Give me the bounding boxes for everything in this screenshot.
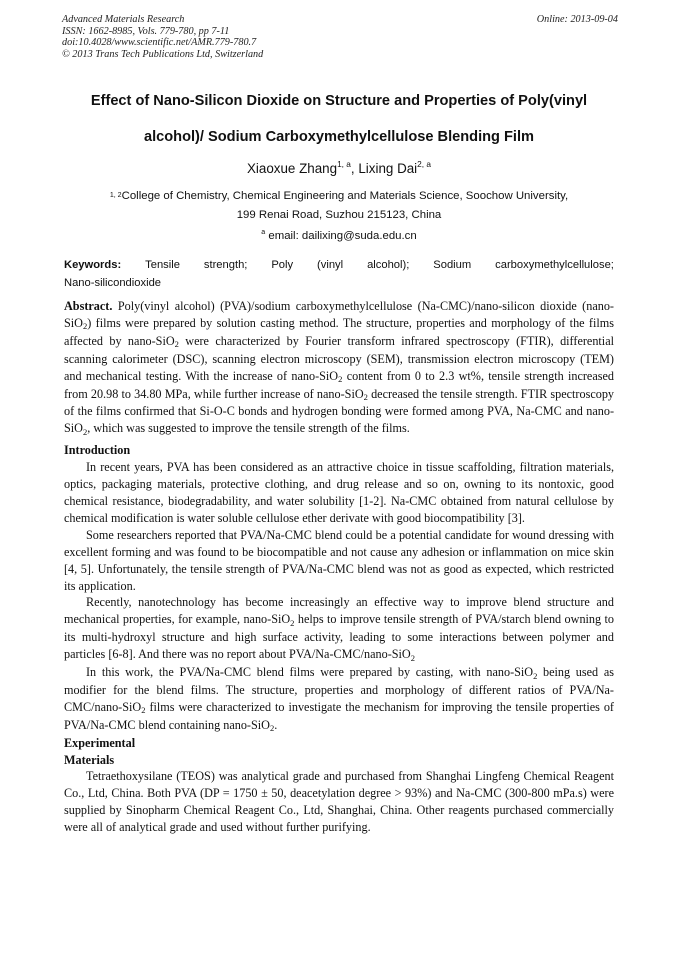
affiliation-line-1: College of Chemistry, Chemical Engineering and Materials Science, Soochow University, [121, 190, 569, 202]
keyword-word: (vinyl [317, 259, 344, 271]
keywords-line-2: Nano-silicondioxide [64, 277, 162, 289]
author-name: Lixing Dai [358, 161, 418, 176]
body-text [64, 298, 614, 836]
experimental-heading: Experimental [64, 735, 136, 750]
email-line [0, 230, 678, 242]
intro-paragraph-3: Recently, nanotechnology has become increasingly an effective way to improve blend structure and mechanical properties, for example, nano-SiO$_2$ helps to improve tensile strength of PVA/starch blend owning to its multi-hydroxyl structure and high surface activity, leading to some interactions between polymer and particles [6-8]. And there was no report about PVA/Na-CMC/nano-SiO$_2$ [64, 595, 614, 663]
intro-paragraph-1: In recent years, PVA has been considered as an attractive choice in tissue scaffolding, filtration materials, optics, packaging materials, protective clothing, and drug release and so on, owning to its nontoxic, good chemical resistance, biodegradability, and water solubility [1-2]. Na-CMC obtained from natural cellulose by chemical modification is water soluble cellulose ether derivate with good biocompatibility [3]. [64, 460, 614, 525]
email-text: email: dailixing@suda.edu.cn [265, 230, 417, 242]
affiliation-superscript: 1, 2 [109, 191, 122, 199]
keywords [64, 256, 614, 292]
author-name: Xiaoxue Zhang [246, 161, 338, 176]
keyword-word: Tensile [145, 259, 180, 271]
paper-title-line-2: alcohol)/ Sodium Carboxymethylcellulose Blending Film [143, 129, 535, 145]
materials-paragraph: Tetraethoxysilane (TEOS) was analytical grade and purchased from Shanghai Lingfeng Chemical Reagent Co., Ltd, China. Both PVA (DP = 1750 ± 50, deacetylation degree > 93%) and Na-CMC (300-800 mPa.s) were supplied by Sinopharm Chemical Reagent Co., Ltd, Shanghai, China. Other reagents purchased commercially were all of analytical grade and used without further purifying. [64, 769, 614, 835]
affiliation-line-2: 199 Renai Road, Suzhou 215123, China [236, 209, 442, 221]
issn-line: ISSN: 1662-8985, Vols. 779-780, pp 7-11 [62, 25, 230, 37]
journal-name: Advanced Materials Research [62, 14, 185, 25]
journal-header [62, 14, 618, 60]
abstract-label: Abstract. [64, 299, 113, 313]
abstract-paragraph: Abstract. Poly(vinyl alcohol) (PVA)/sodium carboxymethylcellulose (Na-CMC)/nano-silicon dioxide (nano-SiO$_2$) films were prepared by solution casting method. The structure, properties and morphology of the films affected by nano-SiO$_2$ were characterized by Fourier transform infrared spectroscopy (FTIR), differential scanning calorimeter (DSC), scanning electron microscopy (SEM), transmission electron microscopy (TEM) and mechanical testing. With the increase of nano-SiO$_2$ content from 0 to 2.3 wt%, tensile strength increased from 20.98 to 34.80 MPa, while further increase of nano-SiO$_2$ decreased the tensile strength. FTIR spectroscopy of the films confirmed that Si-O-C bonds and hydrogen bonding were formed among PVA, Na-CMC and nano-SiO$_2$, which was suggested to improve the tensile strength of the films. [64, 299, 615, 437]
online-date: Online: 2013-09-04 [536, 14, 618, 25]
author-superscript: 1, a [337, 159, 351, 170]
email-superscript: a [261, 228, 266, 236]
keyword-word: strength; [203, 259, 248, 271]
keywords-label: Keywords: [64, 259, 122, 271]
introduction-heading: Introduction [64, 443, 131, 458]
copyright-line: © 2013 Trans Tech Publications Ltd, Switzerland [62, 48, 264, 60]
keyword-word: Sodium [433, 259, 472, 271]
keyword-word: alcohol); [367, 259, 410, 271]
author-superscript: 2, a [417, 159, 432, 170]
affiliation [40, 187, 638, 225]
keyword-word: Poly [271, 259, 294, 271]
doi-line: doi:10.4028/www.scientific.net/AMR.779-780.7 [62, 37, 257, 49]
materials-subheading: Materials [64, 752, 115, 767]
intro-paragraph-2: Some researchers reported that PVA/Na-CMC blend could be a potential candidate for wound dressing with excellent forming and was found to be biocompatible and not cause any adhesion or inflammation on mice skin [4, 5]. Unfortunately, the tensile strength of PVA/Na-CMC blend was not as good as expected, which restricted its application. [64, 527, 614, 593]
author-list [0, 161, 678, 176]
intro-paragraph-4: In this work, the PVA/Na-CMC blend films were prepared by casting, with nano-SiO$_2$ being used as modifier for the blend films. The structure, properties and morphology of different ratios of PVA/Na-CMC/nano-SiO$_2$ films were characterized to investigate the mechanism for improving the tensile properties of PVA/Na-CMC blend containing nano-SiO$_2$. [64, 665, 614, 734]
author-separator: , [350, 161, 359, 176]
keyword-word: carboxymethylcellulose; [495, 259, 614, 271]
paper-title-line-1: Effect of Nano-Silicon Dioxide on Structure and Properties of Poly(vinyl [90, 93, 588, 109]
